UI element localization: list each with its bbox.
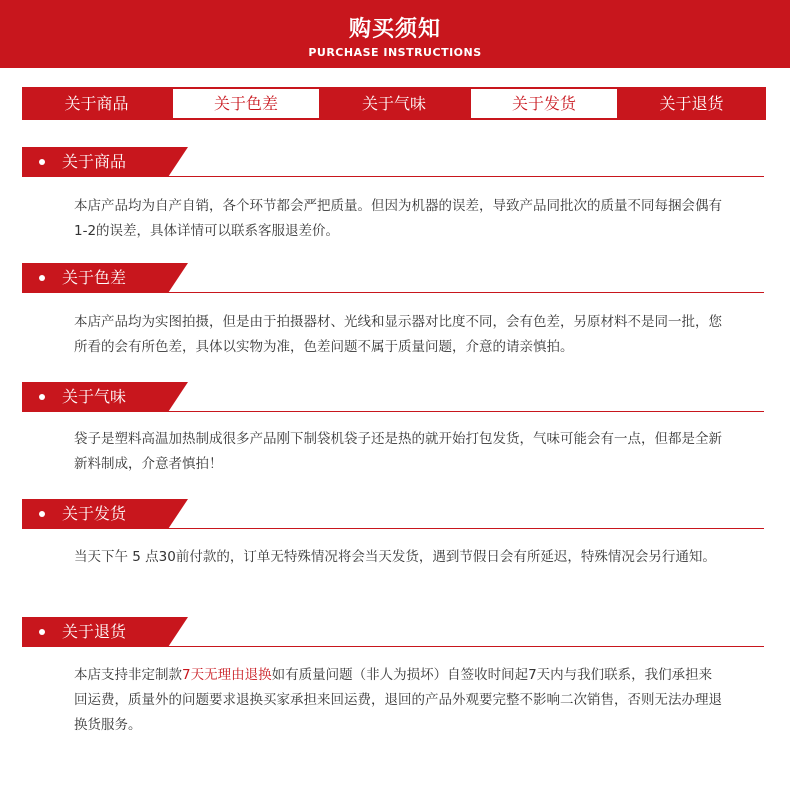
section-header-color: [22, 263, 764, 293]
tab-color[interactable]: 关于色差: [173, 89, 319, 118]
tab-return[interactable]: 关于退货: [659, 94, 724, 113]
section-text-color: 本店产品均为实图拍摄，但是由于拍摄器材、光线和显示器对比度不同，会有色差，另原材料不是同一批，您所看的会有所色差，具体以实物为准，色差问题不属于质量问题，介意的请亲慎拍。: [74, 314, 722, 355]
section-text-shipping: 当天下午 5 点30前付款的，订单无特殊情况将会当天发货，遇到节假日会有所延迟，特殊情况会另行通知。: [74, 549, 716, 565]
section-header-shipping: [22, 499, 764, 529]
section-header-return: [22, 617, 764, 647]
section-divider: [22, 411, 764, 412]
section-title: 关于色差: [62, 268, 127, 287]
section-text-product: 本店产品均为自产自销，各个环节都会严把质量。但因为机器的误差，导致产品同批次的质量不同每捆会偶有1-2的误差，具体详情可以联系客服退差价。: [74, 198, 722, 239]
page-subtitle: PURCHASE INSTRUCTIONS: [308, 46, 482, 59]
section-header-product: [22, 147, 764, 177]
return-policy-highlight: 7天无理由退换: [182, 667, 272, 683]
section-header-smell: [22, 382, 764, 412]
section-title: 关于发货: [62, 504, 127, 523]
tab-product[interactable]: 关于商品: [64, 94, 129, 113]
section-title: 关于气味: [62, 387, 127, 406]
return-text-rest: 如有质量问题（非人为损坏）自签收时间起7天内与我们联系，我们承担来回运费，质量外的问题要求退换买家承担来回运费，退回的产品外观要完整不影响二次销售，否则无法办理退换货服务。: [74, 667, 722, 733]
tab-smell[interactable]: 关于气味: [361, 94, 426, 113]
section-divider: [22, 646, 764, 647]
header-banner: [0, 0, 790, 68]
section-text-return: [74, 663, 724, 738]
page-title: 购买须知: [348, 17, 441, 42]
tab-shipping[interactable]: 关于发货: [471, 89, 617, 118]
bullet-icon: [39, 394, 45, 400]
section-text-smell: 袋子是塑料高温加热制成很多产品刚下制袋机袋子还是热的就开始打包发货，气味可能会有一点，但都是全新新料制成，介意者慎拍！: [74, 431, 722, 472]
section-title: 关于退货: [62, 622, 127, 641]
return-text-start: 本店支持非定制款: [74, 667, 182, 683]
section-divider: [22, 292, 764, 293]
bullet-icon: [39, 629, 45, 635]
section-divider: [22, 528, 764, 529]
tab-bar: [22, 87, 766, 120]
bullet-icon: [39, 159, 45, 165]
section-title: 关于商品: [62, 152, 127, 171]
bullet-icon: [39, 511, 45, 517]
bullet-icon: [39, 275, 45, 281]
section-divider: [22, 176, 764, 177]
